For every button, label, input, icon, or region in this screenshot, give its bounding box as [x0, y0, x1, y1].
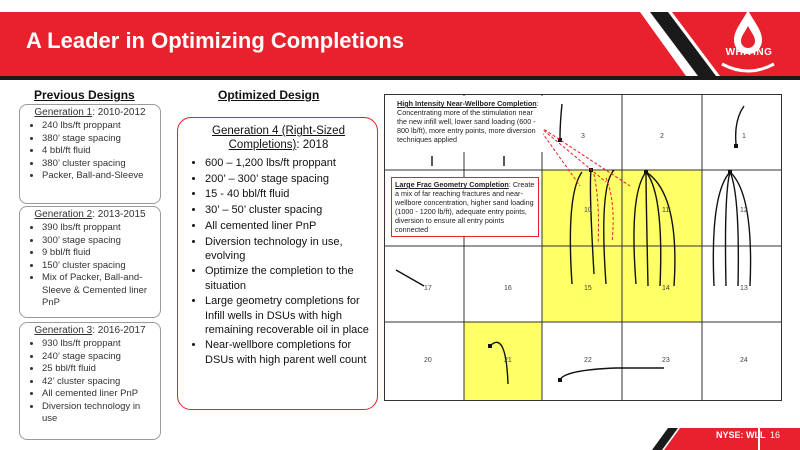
logo-text: WHITING — [725, 47, 773, 58]
section-number: 22 — [584, 357, 592, 364]
generation-3-box — [19, 322, 161, 440]
list-item: • 30’ – 50’ cluster spacing — [205, 203, 369, 217]
section-number: 2 — [660, 133, 664, 140]
list-item: • 15 - 40 bbl/ft fluid — [205, 187, 369, 201]
list-item: • Near-wellbore completions for DSUs with high parent well count — [205, 338, 369, 366]
highlight-section-10 — [542, 170, 622, 246]
generation-4-box — [177, 117, 378, 410]
list-item: • 240’ stage spacing — [42, 351, 156, 364]
list-item: • 42’ cluster spacing — [42, 376, 156, 389]
list-item: • 200’ – 300’ stage spacing — [205, 172, 369, 186]
list-item: • 300’ stage spacing — [42, 235, 156, 248]
list-item: • 390 lbs/ft proppant — [42, 222, 156, 235]
section-number: 3 — [581, 133, 585, 140]
generation-4-list — [188, 156, 369, 367]
section-number: 20 — [424, 357, 432, 364]
generation-1-list — [24, 120, 156, 183]
section-number: 16 — [504, 285, 512, 292]
list-item: • 930 lbs/ft proppant — [42, 338, 156, 351]
section-number: 21 — [504, 357, 512, 364]
list-item: • Large geometry completions for Infill wells in DSUs with high remaining recoverable oil in place — [205, 294, 369, 337]
whiting-logo-icon — [702, 4, 794, 82]
list-item: • 600 – 1,200 lbs/ft proppant — [205, 156, 369, 170]
section-number: 13 — [740, 285, 748, 292]
generation-1-box — [19, 104, 161, 204]
highlight-section-15 — [542, 246, 622, 322]
section-number: 11 — [662, 207, 670, 214]
previous-designs-heading: Previous Designs — [34, 88, 135, 102]
section-number: 12 — [740, 207, 748, 214]
highlight-section-21 — [464, 322, 542, 400]
section-number: 23 — [662, 357, 670, 364]
list-item: • 25 bbl/ft fluid — [42, 363, 156, 376]
section-number: 17 — [424, 285, 432, 292]
list-item: • Diversion technology in use — [42, 401, 156, 426]
section-number: 15 — [584, 285, 592, 292]
list-item: • Optimize the completion to the situation — [205, 264, 369, 292]
list-item: • 4 bbl/ft fluid — [42, 145, 156, 158]
section-number: 1 — [742, 133, 746, 140]
list-item: • Packer, Ball-and-Sleeve — [42, 170, 156, 183]
generation-2-box — [19, 206, 161, 318]
near-wellbore-callout: High Intensity Near-Wellbore Completion: Concentrating more of the stimulation near the new infill well, lower sand loading (600 - 800 lb/ft), more entry points, more diversion techniques applied — [393, 96, 543, 152]
optimized-design-heading: Optimized Design — [218, 88, 320, 102]
section-number: 10 — [584, 207, 592, 214]
list-item: • 9 bbl/ft fluid — [42, 247, 156, 260]
list-item: • 380’ stage spacing — [42, 133, 156, 146]
generation-4-title: Generation 4 (Right-Sized Completions): 2018 — [212, 125, 345, 151]
list-item: • All cemented liner PnP — [205, 219, 369, 233]
generation-3-list — [24, 338, 156, 426]
page-number: 16 — [770, 430, 781, 440]
list-item: • 150’ cluster spacing — [42, 260, 156, 273]
section-number: 14 — [662, 285, 670, 292]
generation-2-title: Generation 2: 2013-2015 — [34, 209, 146, 220]
list-item: • Diversion technology in use, evolving — [205, 235, 369, 263]
list-item: • All cemented liner PnP — [42, 388, 156, 401]
list-item: • 240 lbs/ft proppant — [42, 120, 156, 133]
list-item: • 380’ cluster spacing — [42, 158, 156, 171]
ticker-label: NYSE: WLL — [716, 430, 766, 440]
generation-2-list — [24, 222, 156, 310]
section-number: 24 — [740, 357, 748, 364]
large-frac-callout: Large Frac Geometry Completion: Create a mix of far reaching fractures and near-wellbore concentration, higher sand loading (1000 - 1200 lb/ft), adequate entry points, diversion to ensure all entry points connected — [391, 177, 539, 237]
list-item: • Mix of Packer, Ball-and-Sleeve & Cemented liner PnP — [42, 272, 156, 310]
page-title: A Leader in Optimizing Completions — [26, 28, 405, 53]
generation-1-title: Generation 1: 2010-2012 — [34, 107, 146, 118]
generation-3-title: Generation 3: 2016-2017 — [34, 325, 146, 336]
